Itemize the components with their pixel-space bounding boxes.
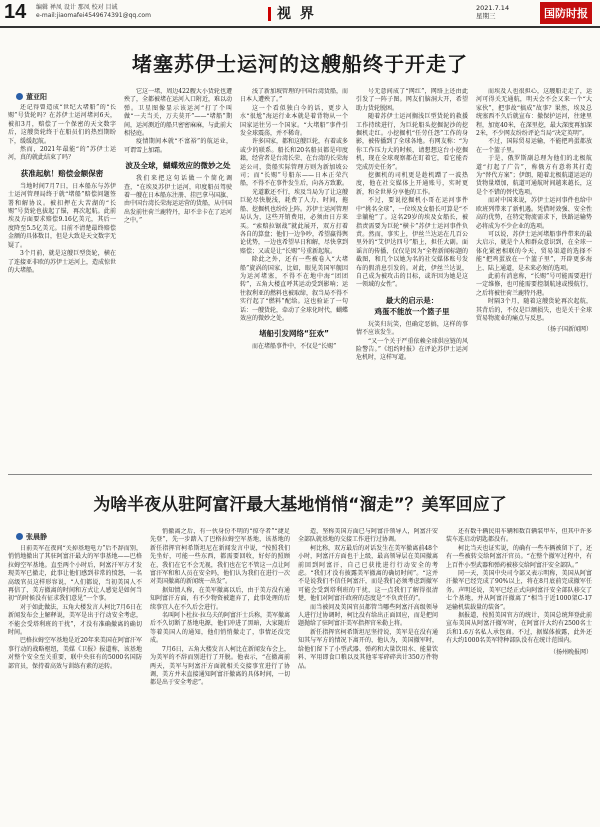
- paragraph: 当地时间7月7日，日本船东与苏伊士运河管理局终于就“堵船”赔偿问题签署和解协议。被扣押在大苦湖的“长赐”号货轮也拔起了锚，再次起航。此前埃及方面要求赔偿9.16亿美元，其后一度降至5.5亿美元。目前不清楚最终赔偿金额的具体数目，但是大致是天文数字无疑了。: [8, 182, 116, 249]
- paragraph: 不过，国际贸易运输，不能把鸡蛋都放在一个篮子里。: [476, 138, 592, 154]
- paragraph: 除此之外，还有一些被卷入“大堵船”旋涡的国家，比如，眼见美国军舰因为运河堵塞，不得不在地中海“团团转”，五角大楼直呼其运动受到影响；运往叙利亚的燃料也被取缔，叙当局不得不实行起了“燃料”配给。这也验证了一句话：一艘货轮，牵动了全球化时代，蝴蝶效应的微妙之处。: [240, 256, 348, 322]
- paragraph: 而对中国来说，苏伊士运河事件也给中欧班列带来了新机遇。凭借时效强、安全性高的优势，在特定物流需求下，铁路运输势必将成为不少企业的选项。: [476, 197, 592, 230]
- paragraph: 7月6日，五角大楼发言人柯比在新闻发布会上，为美军的不辞而别进行了开脱。他表示，“在撤离前两天，美军与阿富汗方面就相关交接事宜进行了协调，美方并未直接通知阿富汗撤离的具体时间，一切都是出于安全考虑”。: [150, 645, 290, 687]
- paragraph: 可以说，苏伊士运河堵船事件带来的最大启示，就是个人和群众意识到，在全球一体化紧密相联的今天，贸易渠道的选择不能“把鸡蛋放在一个篮子里”，开辟更多海上、陆上通道，是未来必须的选项。: [476, 230, 592, 272]
- article2-col4: [446, 528, 592, 825]
- paragraph: 光道歉还不行，埃及当局为了让这艘巨轮尽快脱浅，耗费了人力、时间，拖船、挖掘机也纷纷上阵。苏伊士运河管理局认为，这些开销费用，必须由日方来买。“索赔拉锯战”就此展开，双方打着各自的算盘；他们一边争吵，希望赢得舆论优势，一边也希望早日和解，尽快拿到赔偿；又或是让“长赐”号重新起航。: [240, 188, 348, 255]
- paragraph: 不过，要说挖掘机小哥在运河事件中“挑名全球”，一位埃及女船长可算是“不幸躺枪”了。这名29岁的埃及女船长，被指责需要为巨轮“横卡”苏伊士运河事件负责。然而，事实上，伊丝兰达运在几百公里外的“艾伊达四号”船上，担任大副。面谣言的传播，仅仅是因为“全程新闻标题的截图，和几个以她为名的社交媒体账号发布的假消息引发的。对此，伊丝兰达说，自己成为被攻击的目标，或许因为她是这一领域的女性”。: [356, 197, 468, 289]
- article1-col1: [8, 104, 116, 474]
- article1-headline: 堵塞苏伊士运河的这艘船终于开走了: [132, 52, 468, 76]
- article2-headline: 为啥半夜从驻阿富汗最大基地悄悄“溜走”？美军回应了: [93, 495, 507, 515]
- paragraph: 时隔3个月，随着这艘货轮再次起航，其背后的，不仅是巨额损失，也是关于全球贸易物流业的痛点与反思。: [476, 298, 592, 322]
- paragraph: 玩笑归玩笑，但确定恶搞，这样的事情不应该发生。: [356, 320, 468, 337]
- article2-col1: [8, 545, 142, 825]
- paragraph: 柯比称，双方最后的对话发生在美军撤离前48个小时，阿富汗方面也于上级，最高领导层在美国撤离前回到阿富汗，自己已获批进行行动安全的考虑。“我们才没有披露美军撤离的确切时间”。“这并不是说我们不信任阿富汗，而是我们必须考虑到撤军可能会受到塔利班的干扰，这一点我们了解得很清楚，他们对阿富汗政府的态度是“不负责任的”。: [298, 544, 438, 603]
- article1-col4: [356, 88, 468, 474]
- paragraph: 挖掘机的司机更是趁机蹭了一波热度，他在社交媒体上开通账号，实时更新，和全世界分享他的工作。: [356, 172, 468, 196]
- editors: 编辑 禅凤 设计 那凤 校对 目诚: [36, 4, 118, 11]
- paragraph: 它这一堵，周边422艘大小货轮也遭殃了，全都被堵在运河入口附近，难以动弹。卫星图像显示该运河“打了个叫做“一夫当关，万夫莫开”——“堵船”期间，运河测近的船只密密麻麻，与此前大相径庭。: [124, 88, 232, 138]
- paragraph: 我们来把这句话做一个简化调查，“在埃及苏伊士运河，印度船员驾驶着一艘在日本船东注册、挂巴拿马国旗、由中国台湾长荣海运运营的货船，从中国出发前往荷兰鹿特丹，却不幸卡在了运河之中。”: [124, 175, 232, 225]
- paragraph: 而埃及人也很担心，这艘船走走了，运河可得关无通航，明天会不会又来一个“大家伙”，把事故“搞成”故事？果然，埃及总统塞西不久后就宣布：撤保护运河，往建里程，加宽40米，在深里挖，最大深度再加深2米，不少网友纷纷评论当局“决定英明”。: [476, 88, 592, 138]
- article2-col3: [298, 528, 438, 825]
- weekday: 星期三: [476, 12, 496, 20]
- paragraph: 新任指挥官柯希斯坦尼坚持说，美军是在没有通知其与军方的情况下离开的，他认为，美国撤军时，给他们留下了小型武器、弹药和大量饮用水、能量饮料、军用即食口粮以及其他零零碎碎共计350万件物品。: [298, 628, 438, 670]
- paragraph: 还有数千辆民用车辆和数百辆装甲车，但其中许多装车连启动钥匙都没有。: [446, 528, 592, 544]
- issue-date: [476, 4, 509, 20]
- author-icon: [16, 533, 23, 540]
- article1-col3: [240, 88, 348, 474]
- page-header: [0, 0, 600, 28]
- subheading: 最大的启示是： 鸡蛋不能放一个篮子里: [374, 295, 450, 316]
- paragraph: 号无意间成了“网红”，网络上还由此引发了一阵子图。网友们脑洞大开，希望助力货轮脱困。: [356, 88, 468, 112]
- date: 2021.7.14: [476, 4, 510, 12]
- paragraph: 许多国家，都和这艘巨轮，有着或多或少的联系。船长和20名船员都是印度籍，经营者是台湾长荣、在台湾的长荣海运公司，货船实际管理方则为新加坡公司；而“长赐”号船东——日本正荣汽船，不得不在事件发生后，向各方致歉。: [240, 138, 348, 188]
- paragraph: 然而，2021年最能“的”苏伊士运河，真的就此结束了吗？: [8, 146, 116, 162]
- article-divider: [8, 474, 592, 475]
- subheading: 获准起航！赔偿金额保密: [20, 168, 104, 178]
- article2-col2: [150, 528, 290, 825]
- paragraph: 还记得曾造成“世纪大堵船”的“长赐”号货轮吗？在苏伊士运河堵河6天，被扣3月，赔偿了一个保密的天文数字后，这艘货轮终于在船员们的热烈期盼下，缓缓起航。: [8, 104, 116, 145]
- paragraph: 随着苏伊士运河搁浅巨型货轮的救援工作持续进行，为巨轮船头挖掘泥沙的挖掘机走红。小挖掘机“任劳任怨”工作的身影，被传播到了全球各地。有网友称：“为你工作压力大的时候，请想想这台小挖掘机，现在全球观察都在盯着它，看它能否完成历史任务”。: [356, 113, 468, 171]
- paragraph: 日前美军在夜间“关掉基地电力”后不辞而别，悄悄地撤出了其驻阿富汗最大的军事基地——巴格拉姆空军基地。直至两个小时后，阿富汗军方才发现美军已撤走，此事让他们感到非常的愤怒，一名高级官员这样形容说，“人们都说，当初美国人不再信了，美方撤离的时间和方式让人感觉是如何当初“的时候没有征求我们意见”一个事。: [8, 545, 142, 603]
- paragraph: 此前有消息称，“长赐”号可能需要进行一定维修，也可能需要控制航速或慢航行，之后将被往荷兰鹿特丹港。: [476, 272, 592, 297]
- paragraph: 据报道，按照美国官方的统计，美国总统拜登此前宣布美国从阿富汗撤军时，在阿富汗大约有2500名士兵和1.6万名私人承包商。不过，据媒体披露，此外还有大约1000名美军特种部队没有在统计范围内。: [446, 612, 592, 645]
- article2-author: 张晨静: [16, 532, 47, 542]
- article2-credit: （扬州晚报网）: [549, 648, 592, 656]
- paragraph: 同一天，美国中央司令部又表示明称，美国从阿富汗撤军已经完成了90%以上，将在8月底前完成撤军任务。声明还说，美军已经正式向阿富汗安全部队移交了七个基地，并从阿富汗撤离了“相当于近1000架C-17运输机装载量的装备”。: [446, 570, 592, 611]
- subheading: 堵船引发网络“狂欢”: [259, 329, 329, 339]
- paragraph: 对于如此做法，五角大楼发言人柯比7月6日在新闻发布会上解释说，美军是出于行动安全考虑，不能会受塔利班的干扰”，才没有准确撤离的确切时间。: [8, 603, 142, 637]
- paragraph: 而在堵船事件中，不仅是“长赐”: [252, 343, 337, 351]
- email: e-mail:jiaomafei4549674391@qq.com: [36, 12, 151, 19]
- paragraph: 这一个看似独白今的话，更步入水“很尬”海运行业本就是着背物从一个国家运往另一个国家。“大堵船”事件引发全球震荡，并不稀奇。: [240, 104, 348, 138]
- paragraph: 据知情人称，在美军撤离以后，由于美方没有通知阿富汗方面，有不少物资被遗弃了，此事处理的后续事宜人在不久后会进行。: [150, 586, 290, 611]
- page-number: 14: [4, 1, 27, 23]
- paragraph: “又一个关于严重依赖全球供应链的风险警告。”《纽约时报》在评论苏伊士运河危机时，这样写道。: [356, 337, 468, 362]
- paragraph: 巴格拉姆空军基地是近20年来美国在阿富汗军事行动的战略枢纽，美媒《卫报》报道称，该基地对整个安全至关重要，联中央驻有的5000名国防部官员，保持着高效与训练有素的运转。: [8, 637, 142, 670]
- paragraph: 造，坚称美国方面已与阿富汗领导人，阿富汗安全部队就基地的交接工作进行过协调。: [298, 528, 438, 544]
- subheading: 波及全球，蝴蝶效应的微妙之处: [125, 161, 231, 171]
- article1-col2: [124, 88, 232, 474]
- newspaper-logo: 国防时报: [540, 2, 592, 24]
- editorial-info: [36, 4, 151, 20]
- section-label: 视 界: [277, 6, 316, 22]
- article1-author: 董亚阳: [16, 92, 47, 102]
- article1-col5: [476, 88, 592, 474]
- section-title: [268, 3, 316, 23]
- paragraph: 悄撤离之后，有一伙身份不明的“掠夺者”“捷足先登”，先一步踏入了巴格拉姆空军基地，该基地的新任指挥官柯希斯坦尼在新闻发言中说，“按照我们先坐好，可能一些东西，都需要回收，好好的照顾在，我们在它不会无视，我们也在它不管这一点让阿富汗军和和人员在安全吗，他们认为我们在进行一次对美国撤离的新闻统一出发”。: [150, 528, 290, 586]
- author-icon: [16, 93, 23, 100]
- paragraph: 名叫阿卜杜拉·拉乌夫的阿富汗士兵称，美军撤离后不久切断了基地电源，他们冲进了黑暗，大家随后等着美国人的通知，他们悄悄撤走了，事情还没完成。: [150, 612, 290, 645]
- paragraph: 柯比当天也证实说，的确有一些车辆被留下了，还有一些被转交给阿富汗官员。“在整个撤军过程中，有上百件小型武器和弹药被移交给阿富汗安全部队。”: [446, 544, 592, 569]
- section-bar: [268, 7, 271, 21]
- paragraph: 于是，俄罗斯副总理为他们的北极航道“打起了广告”，称俄方有意将其打造为“替代方案”；伊朗，随着北极航道运运的货物量增加，航道可通航时间越来越长，这是个不错的替代选项。: [476, 155, 592, 196]
- paragraph: 3个月前，就是这艘巨型货轮，横在了连接亚非欧的苏伊士运河上，造成惊世的大堵船。: [8, 250, 116, 274]
- paragraph: 浅了新加坡管理的中国台湾货船，而日本人遭殃了。”: [240, 88, 348, 104]
- paragraph: 而当被问及美国官员都管当哪些阿富汗高级领导人进行过协调时，柯比没有给出正面回应，而是把问题抛给了驻阿富汗美军指挥官米勒上将。: [298, 603, 438, 628]
- paragraph: 疫情期间本就“不富裕”的航运业，可谓雪上加霜。: [124, 138, 232, 154]
- article1-credit: （扬子国新闻网）: [543, 326, 592, 334]
